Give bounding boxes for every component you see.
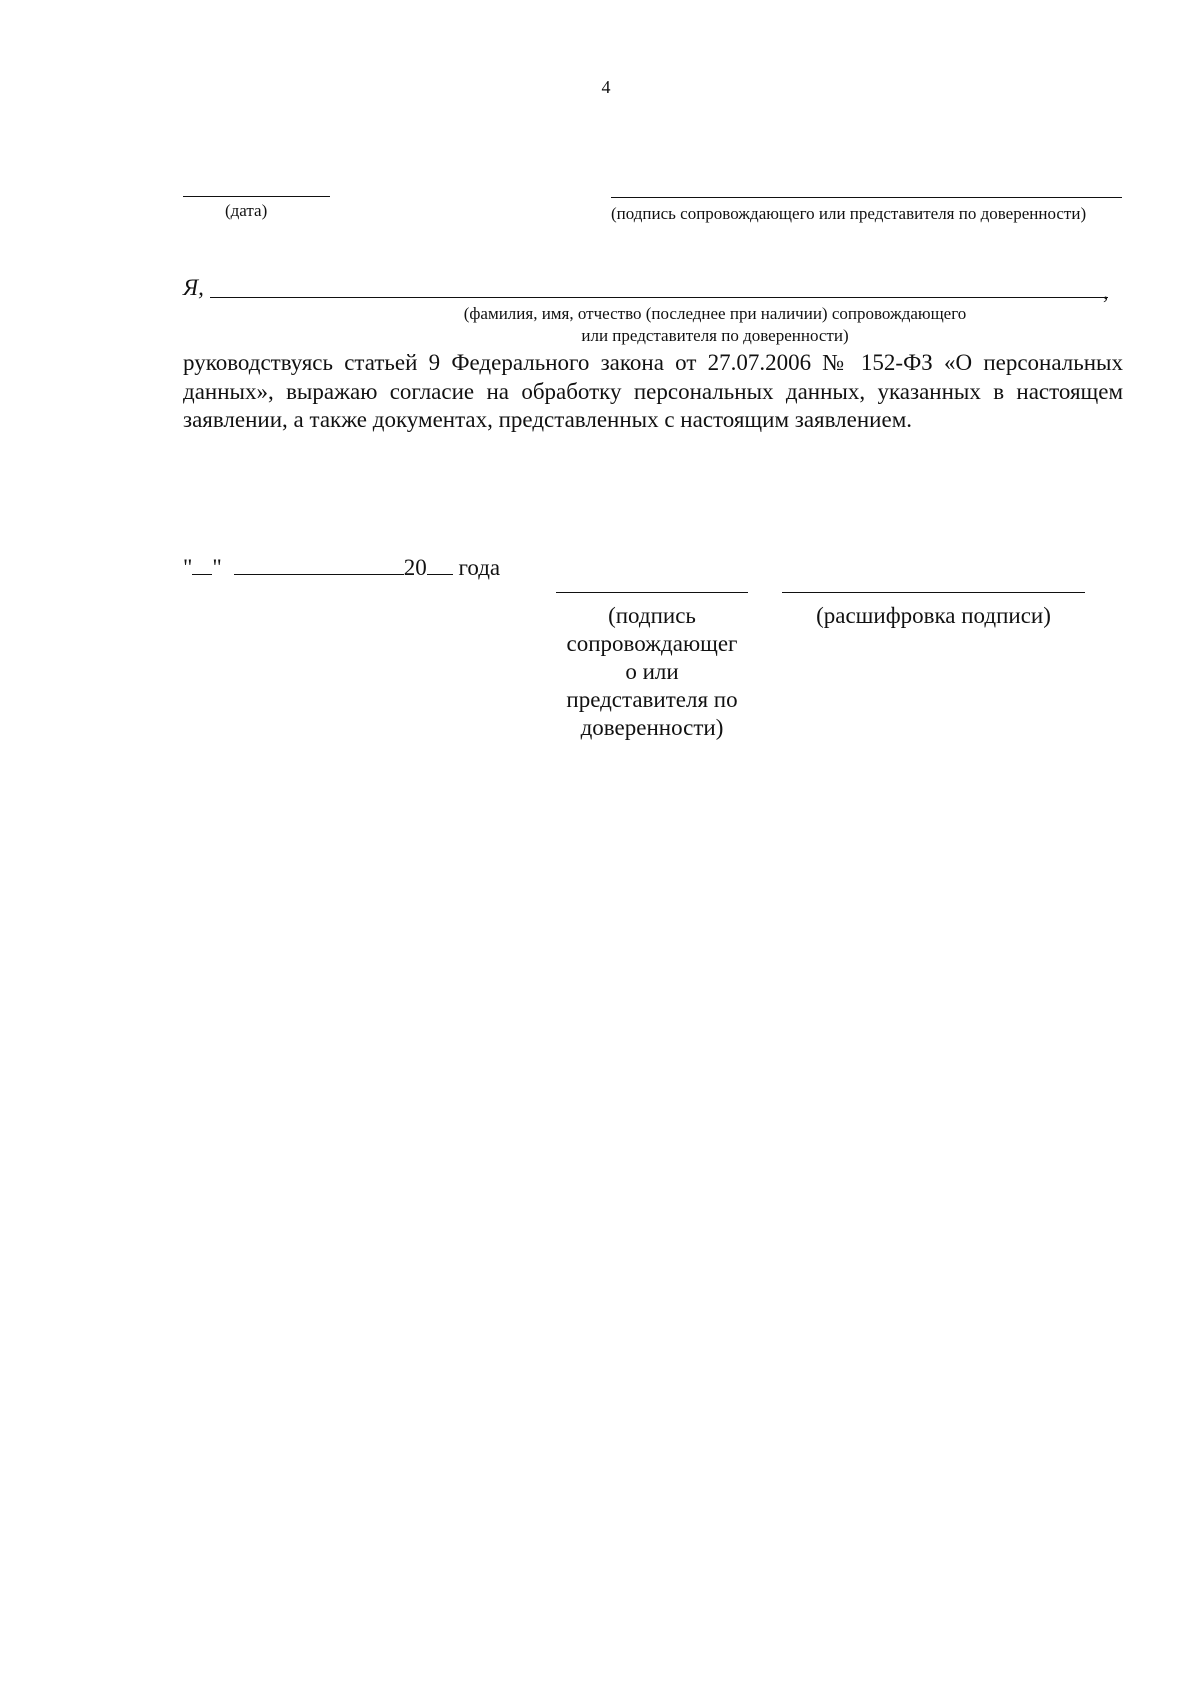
full-name-caption-line-1: (фамилия, имя, отчество (последнее при наличии) сопровождающего (463, 304, 967, 323)
signature-caption-line: представителя по (566, 687, 738, 712)
signature-decode-underline (782, 592, 1085, 593)
year-blank (427, 556, 453, 575)
day-blank (192, 556, 212, 575)
date-open-quote: " (183, 555, 193, 580)
signature-underline-top (611, 197, 1122, 198)
full-name-comma: , (1103, 279, 1109, 304)
date-underline (183, 196, 330, 197)
month-blank (234, 556, 404, 575)
date-caption: (дата) (225, 201, 268, 220)
bottom-date (183, 554, 500, 582)
full-name-underline (210, 297, 1108, 298)
date-close-quote: " (212, 555, 222, 580)
signature-underline-bottom (556, 592, 748, 593)
consent-paragraph: руководствуясь статьей 9 Федерального закона от 27.07.2006 № 152-ФЗ «О персональных данных», выражаю согласие на обработку персональных данных, указанных в настоящем заявлении, а также документах, представленных с настоящим заявлением. (183, 350, 1123, 432)
signature-decode-caption: (расшифровка подписи) (816, 603, 1051, 628)
ya-label: Я, (183, 275, 204, 300)
signature-caption-line: доверенности) (580, 715, 724, 740)
signature-caption-bottom (556, 602, 748, 742)
full-name-caption-line-2: или представителя по доверенности) (581, 326, 849, 345)
page-number: 4 (601, 77, 611, 97)
year-prefix: 20 (403, 555, 427, 580)
signature-caption-top: (подпись сопровождающего или представителя по доверенности) (611, 204, 1087, 223)
year-suffix: года (458, 555, 501, 580)
signature-caption-line: о или (625, 659, 679, 684)
signature-caption-line: (подпись (608, 603, 696, 628)
signature-caption-line: сопровождающег (566, 631, 738, 656)
full-name-caption (300, 303, 1130, 347)
